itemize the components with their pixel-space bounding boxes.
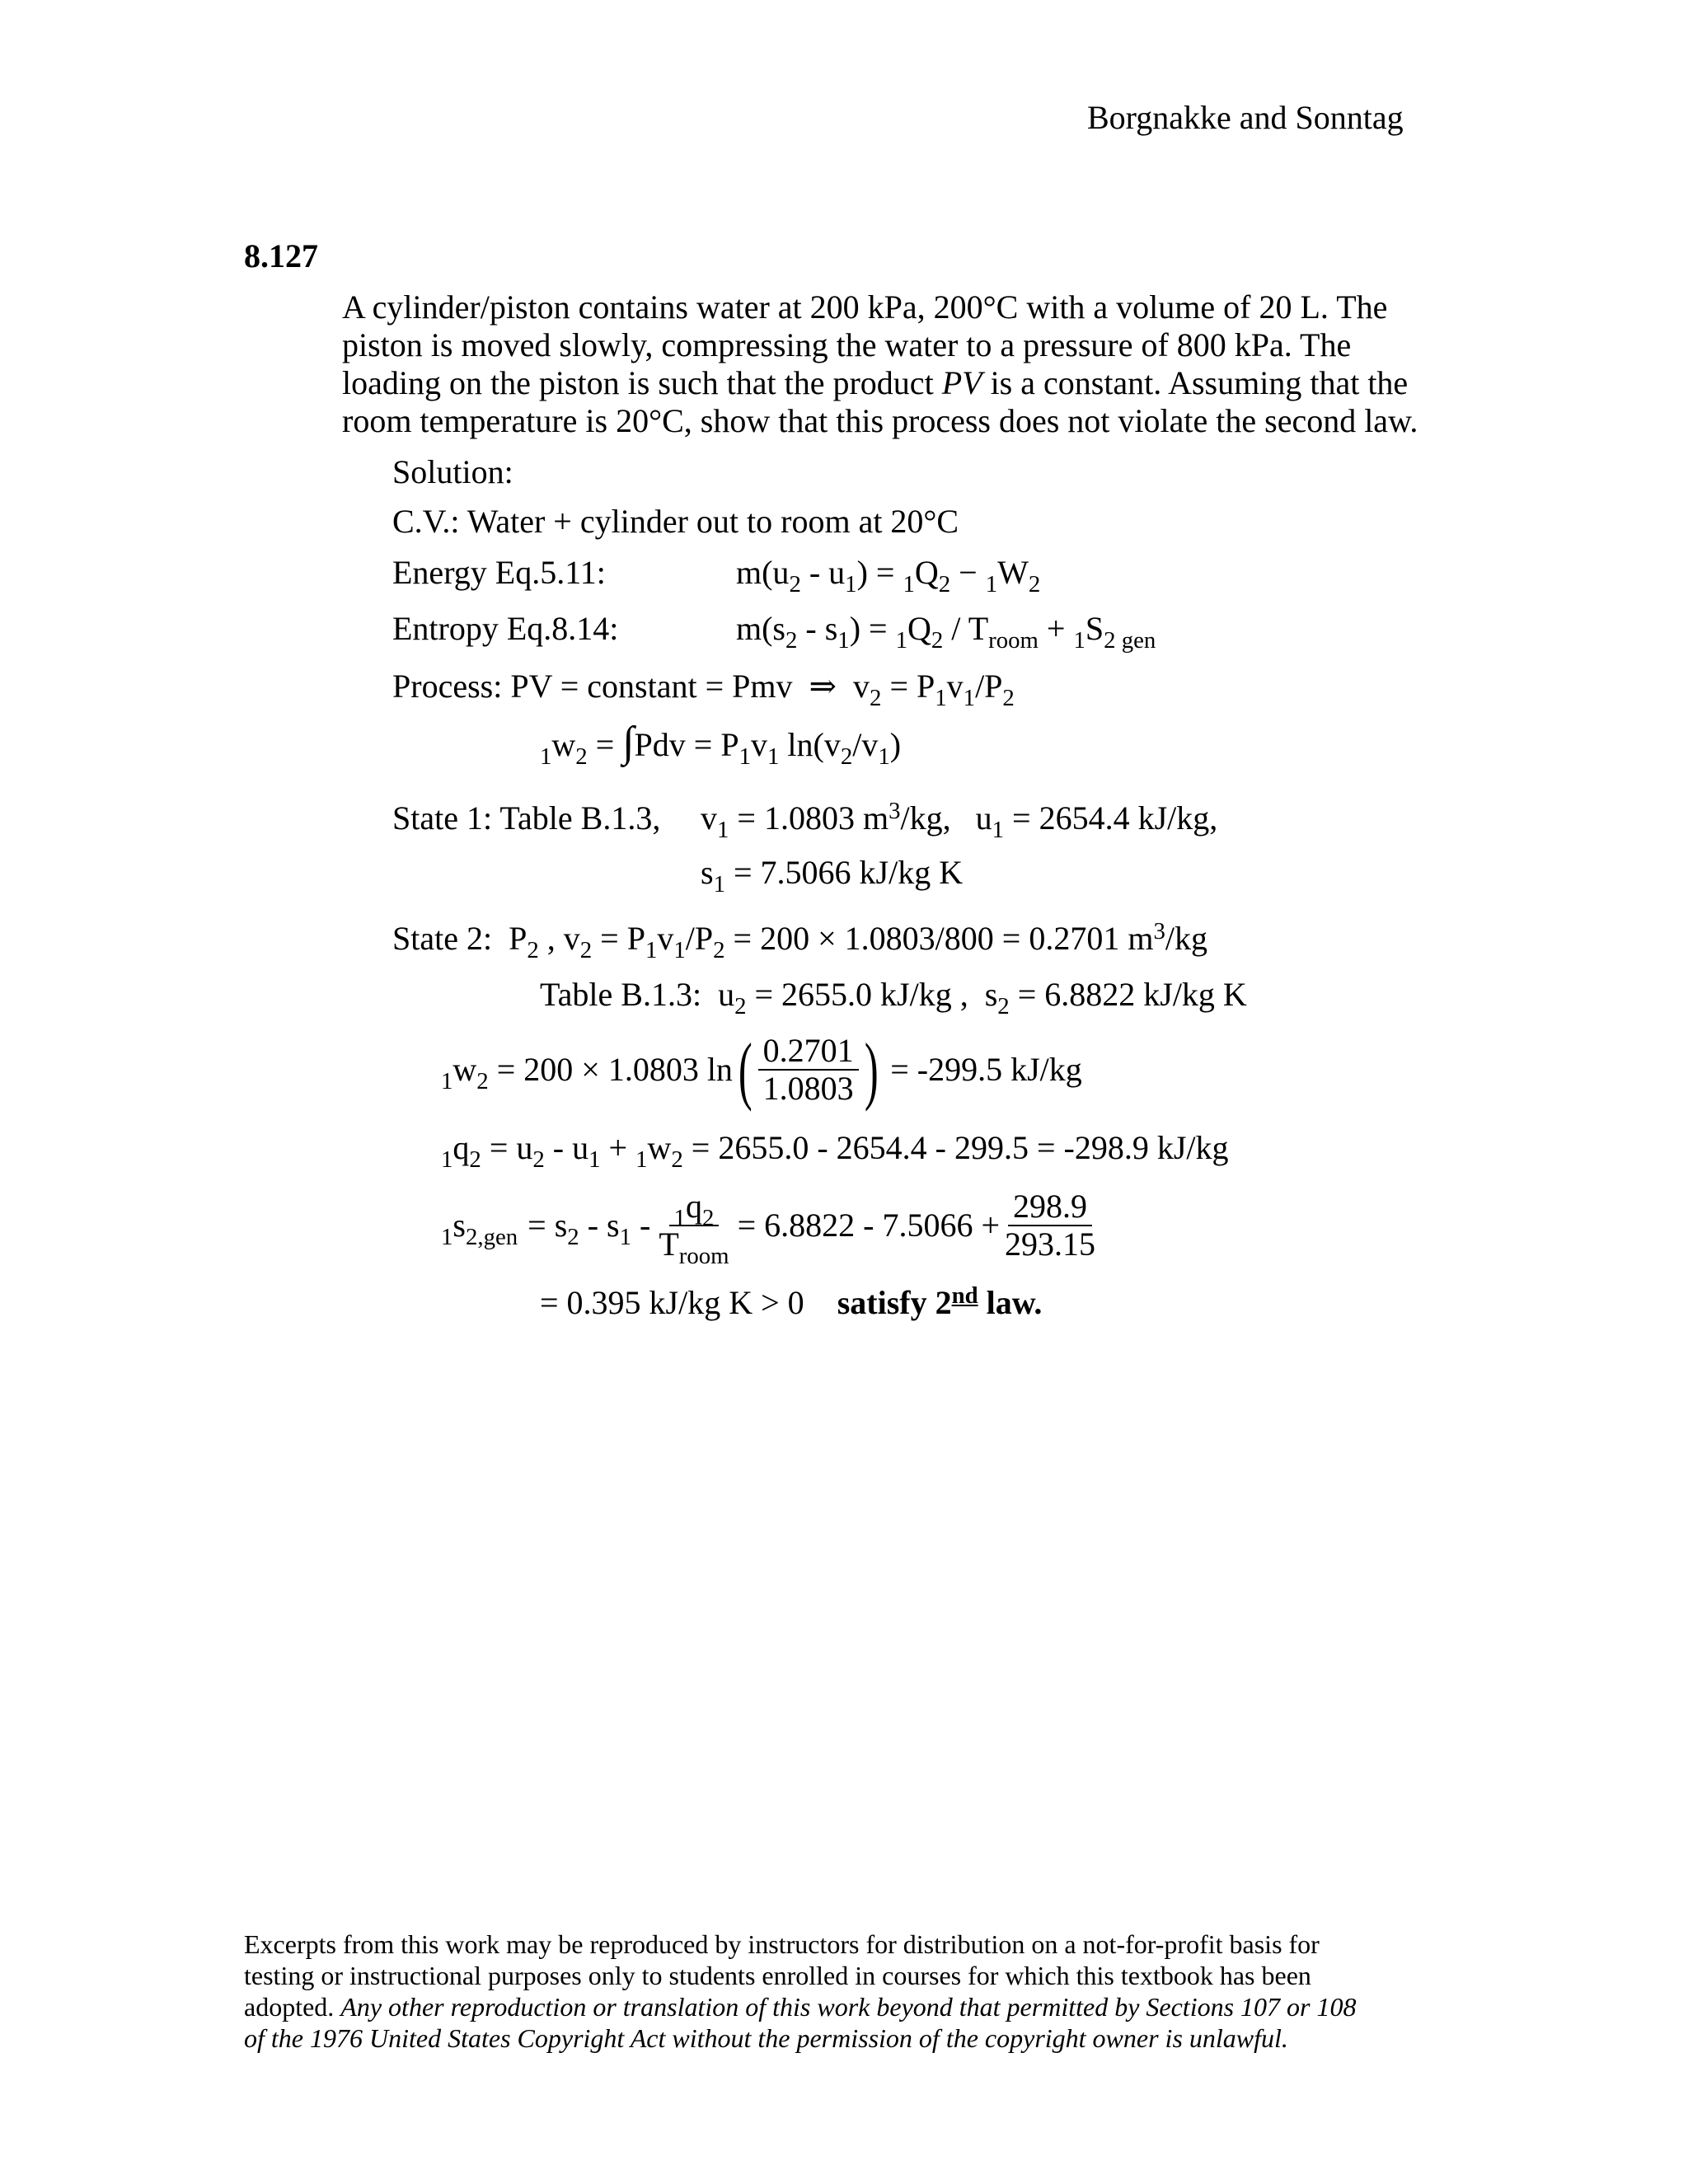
state2-label: State 2: — [392, 920, 493, 957]
statement-line-3 — [342, 364, 1408, 402]
work-fraction-num: 0.2701 — [758, 1033, 859, 1071]
statement-line-3-a: loading on the piston is such that the product — [342, 364, 942, 401]
entropy-eq-formula: $m(s_2 - s_1) = _1Q_2 / T_{room} + _1S_{2 gen}$ — [736, 610, 1156, 654]
footer-line-4: of the 1976 United States Copyright Act without the permission of the copyright owner is unlawful. — [244, 2023, 1288, 2053]
heat-calc-line: $_1q_2 = u_2 - u_1 + _1w_2 = 2655.0 - 2654.4 - 299.5 = -298.9$ kJ/kg — [441, 1129, 1229, 1174]
control-volume-line: C.V.: Water + cylinder out to room at 20°C — [392, 503, 959, 540]
energy-eq-formula: $m(u_2 - u_1) = _1Q_2 - _1W_2$ — [736, 554, 1041, 598]
process-text: Process: PV = constant = Pmv — [392, 668, 793, 705]
sgen-fraction-num: 298.9 — [1008, 1188, 1092, 1226]
heat-values: = 2655.0 - 2654.4 - 299.5 = -298.9 kJ/kg — [691, 1129, 1229, 1166]
process-line: Process: PV = constant = Pmv ⇒ $v_2 = P_1v_1/P_2$ — [392, 668, 1015, 712]
statement-line-1: A cylinder/piston contains water at 200 kPa, 200°C with a volume of 20 L. The — [342, 288, 1388, 326]
statement-line-3-b: is a constant. Assuming that the — [982, 364, 1409, 401]
page-header-authors: Borgnakke and Sonntag — [1087, 99, 1404, 136]
state1-values: $v_1 = 1.0803$ $m^3/kg$, $u_1 = 2654.4$ kJ/kg, — [701, 798, 1218, 844]
pv-symbol: PV — [941, 364, 982, 401]
sgen-values: = 6.8822 - 7.5066 + — [737, 1207, 1000, 1244]
final-result-line — [540, 1284, 1042, 1322]
final-value: = 0.395 kJ/kg K > 0 — [540, 1284, 804, 1321]
state2-line: State 2: $P_2$ , $v_2 = P_1v_1/P_2 = 200 \times 1.0803/800 = 0.2701$ $m^3/kg$ — [392, 918, 1207, 964]
statement-line-2: piston is moved slowly, compressing the water to a pressure of 800 kPa. The — [342, 326, 1352, 363]
work-result: = -299.5 kJ/kg — [890, 1051, 1082, 1088]
entropy-gen-line: $_1s_{2,gen}$ = $s_2 - s_1$ - $\frac{_1q_2}{T_{room}}$ = 6.8822 - 7.5066 + $\frac{298.9}{293.15}$ — [441, 1188, 1100, 1263]
work-expr: = 200 × 1.0803 ln — [496, 1051, 733, 1088]
work-symbol: $_1w_2$ — [441, 1051, 489, 1095]
work-fraction — [758, 1033, 859, 1107]
problem-number: 8.127 — [244, 237, 318, 274]
sgen-fraction — [1000, 1188, 1100, 1263]
table-label: Table B.1.3: — [540, 976, 702, 1013]
state2-table-line: Table B.1.3: $u_2 = 2655.0$ kJ/kg , $s_2 = 6.8822$ kJ/kg K — [540, 976, 1247, 1020]
work-calc-line — [441, 1028, 1082, 1112]
work-integral-line: $_1w_2 = \int Pdv = P_1v_1$ $\ln(v_2/v_1)$ — [540, 719, 902, 771]
work-fraction-den: 1.0803 — [762, 1070, 854, 1107]
solution-heading: Solution: — [392, 453, 513, 490]
sgen-fraction-den: 293.15 — [1005, 1226, 1095, 1263]
footer-line-1: Excerpts from this work may be reproduced by instructors for distribution on a not-for-profit basis for — [244, 1929, 1320, 1959]
entropy-eq-label: Entropy Eq.8.14: — [392, 610, 619, 647]
state1-entropy: $s_1 = 7.5066$ kJ/kg K — [701, 854, 964, 898]
statement-line-4: room temperature is 20°C, show that this process does not violate the second law. — [342, 402, 1418, 439]
conclusion: satisfy 2nd law. — [837, 1282, 1043, 1321]
footer-line-2: testing or instructional purposes only to students enrolled in courses for which this textbook has been — [244, 1961, 1311, 1990]
heat-over-troom: $\frac{_1q_2}{T_{room}}$ — [659, 1188, 729, 1270]
work-fraction-paren: ( $\frac{0.2701}{1.0803}$ ) — [738, 1028, 879, 1112]
footer-line-3: adopted. Any other reproduction or translation of this work beyond that permitted by Sections 107 or 108 — [244, 1992, 1357, 2022]
sgen-symbol: $_1s_{2,gen}$ — [441, 1207, 518, 1251]
energy-eq-label: Energy Eq.5.11: — [392, 554, 606, 591]
state1-label: State 1: Table B.1.3, — [392, 799, 661, 837]
